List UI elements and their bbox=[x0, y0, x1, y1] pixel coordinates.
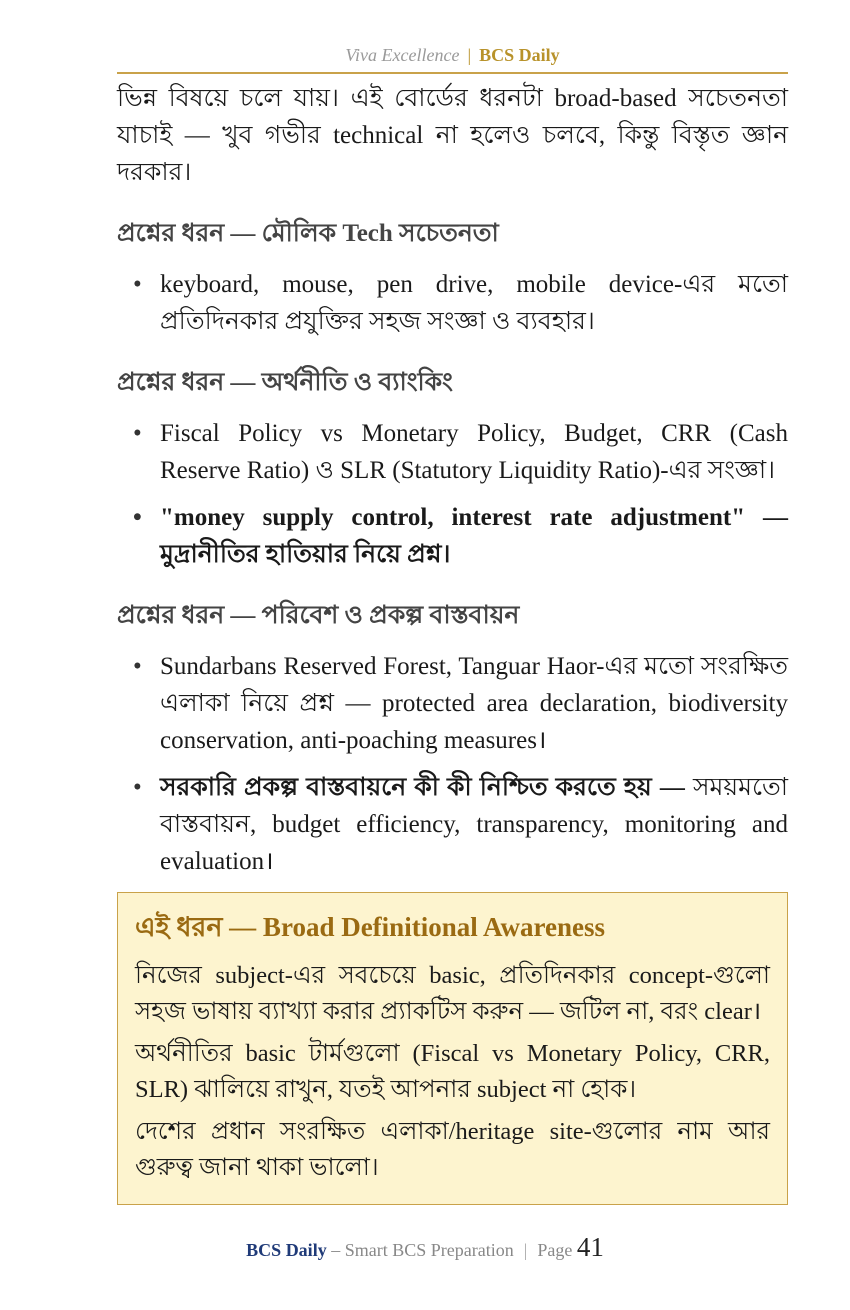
page-content bbox=[117, 0, 788, 1205]
list-item-rest: সময়মতো বাস্তবায়ন, budget efficiency, transparency, monitoring and evaluation। bbox=[160, 774, 789, 875]
tip-box-title: এই ধরন — Broad Definitional Awareness bbox=[135, 912, 605, 942]
footer-page-label: Page bbox=[537, 1240, 573, 1260]
footer-separator: | bbox=[523, 1240, 528, 1260]
header-separator: | bbox=[467, 45, 472, 65]
section-heading-environment: প্রশ্নের ধরন — পরিবেশ ও প্রকল্প বাস্তবায়ন bbox=[117, 602, 520, 629]
section-heading-economy: প্রশ্নের ধরন — অর্থনীতি ও ব্যাংকিং bbox=[117, 369, 453, 396]
header-brand: BCS Daily bbox=[479, 45, 560, 65]
footer-brand: BCS Daily bbox=[246, 1240, 327, 1260]
tip-box bbox=[117, 892, 788, 1205]
section-heading-tech: প্রশ্নের ধরন — মৌলিক Tech সচেতনতা bbox=[117, 220, 499, 247]
list-item: • keyboard, mouse, pen drive, mobile device-এর মতো প্রতিদিনকার প্রযুক্তির সহজ সংজ্ঞা ও ব্যবহার। bbox=[117, 266, 788, 340]
section-list-tech bbox=[117, 266, 788, 340]
tip-box-paragraph: অর্থনীতির basic টার্মগুলো (Fiscal vs Monetary Policy, CRR, SLR) ঝালিয়ে রাখুন, যতই আপনার subject না হোক। bbox=[135, 1040, 770, 1103]
tip-box-paragraph: নিজের subject-এর সবচেয়ে basic, প্রতিদিনকার concept-গুলো সহজ ভাষায় ব্যাখ্যা করার প্র্যাকটিস করুন — জটিল না, বরং clear। bbox=[135, 962, 770, 1025]
page-number: 41 bbox=[576, 1232, 604, 1262]
header-left: Viva Excellence bbox=[345, 45, 460, 65]
section-list-environment bbox=[117, 648, 788, 880]
intro-paragraph: ভিন্ন বিষয়ে চলে যায়। এই বোর্ডের ধরনটা broad-based সচেতনতা যাচাই — খুব গভীর technical না হলেও চলবে, কিন্তু বিস্তৃত জ্ঞান দরকার। bbox=[117, 85, 788, 186]
running-header bbox=[117, 45, 788, 66]
header-rule bbox=[117, 72, 788, 74]
list-item-bold-lead: সরকারি প্রকল্প বাস্তবায়নে কী কী নিশ্চিত করতে হয় — bbox=[160, 774, 685, 801]
tip-box-paragraph: দেশের প্রধান সংরক্ষিত এলাকা/heritage site-গুলোর নাম আর গুরুত্ব জানা থাকা ভালো। bbox=[135, 1118, 770, 1181]
section-list-economy bbox=[117, 415, 788, 573]
list-item: • Fiscal Policy vs Monetary Policy, Budget, CRR (Cash Reserve Ratio) ও SLR (Statutory Liquidity Ratio)-এর সংজ্ঞা। bbox=[117, 415, 788, 489]
list-item: • Sundarbans Reserved Forest, Tanguar Haor-এর মতো সংরক্ষিত এলাকা নিয়ে প্রশ্ন — protected area declaration, biodiversity conservation, anti-poaching measures। bbox=[117, 648, 788, 759]
page-footer bbox=[0, 1232, 850, 1263]
list-item: • "money supply control, interest rate adjustment" — মুদ্রানীতির হাতিয়ার নিয়ে প্রশ্ন। bbox=[117, 499, 788, 573]
list-item bbox=[117, 769, 788, 880]
footer-tagline: – Smart BCS Preparation bbox=[331, 1240, 514, 1260]
